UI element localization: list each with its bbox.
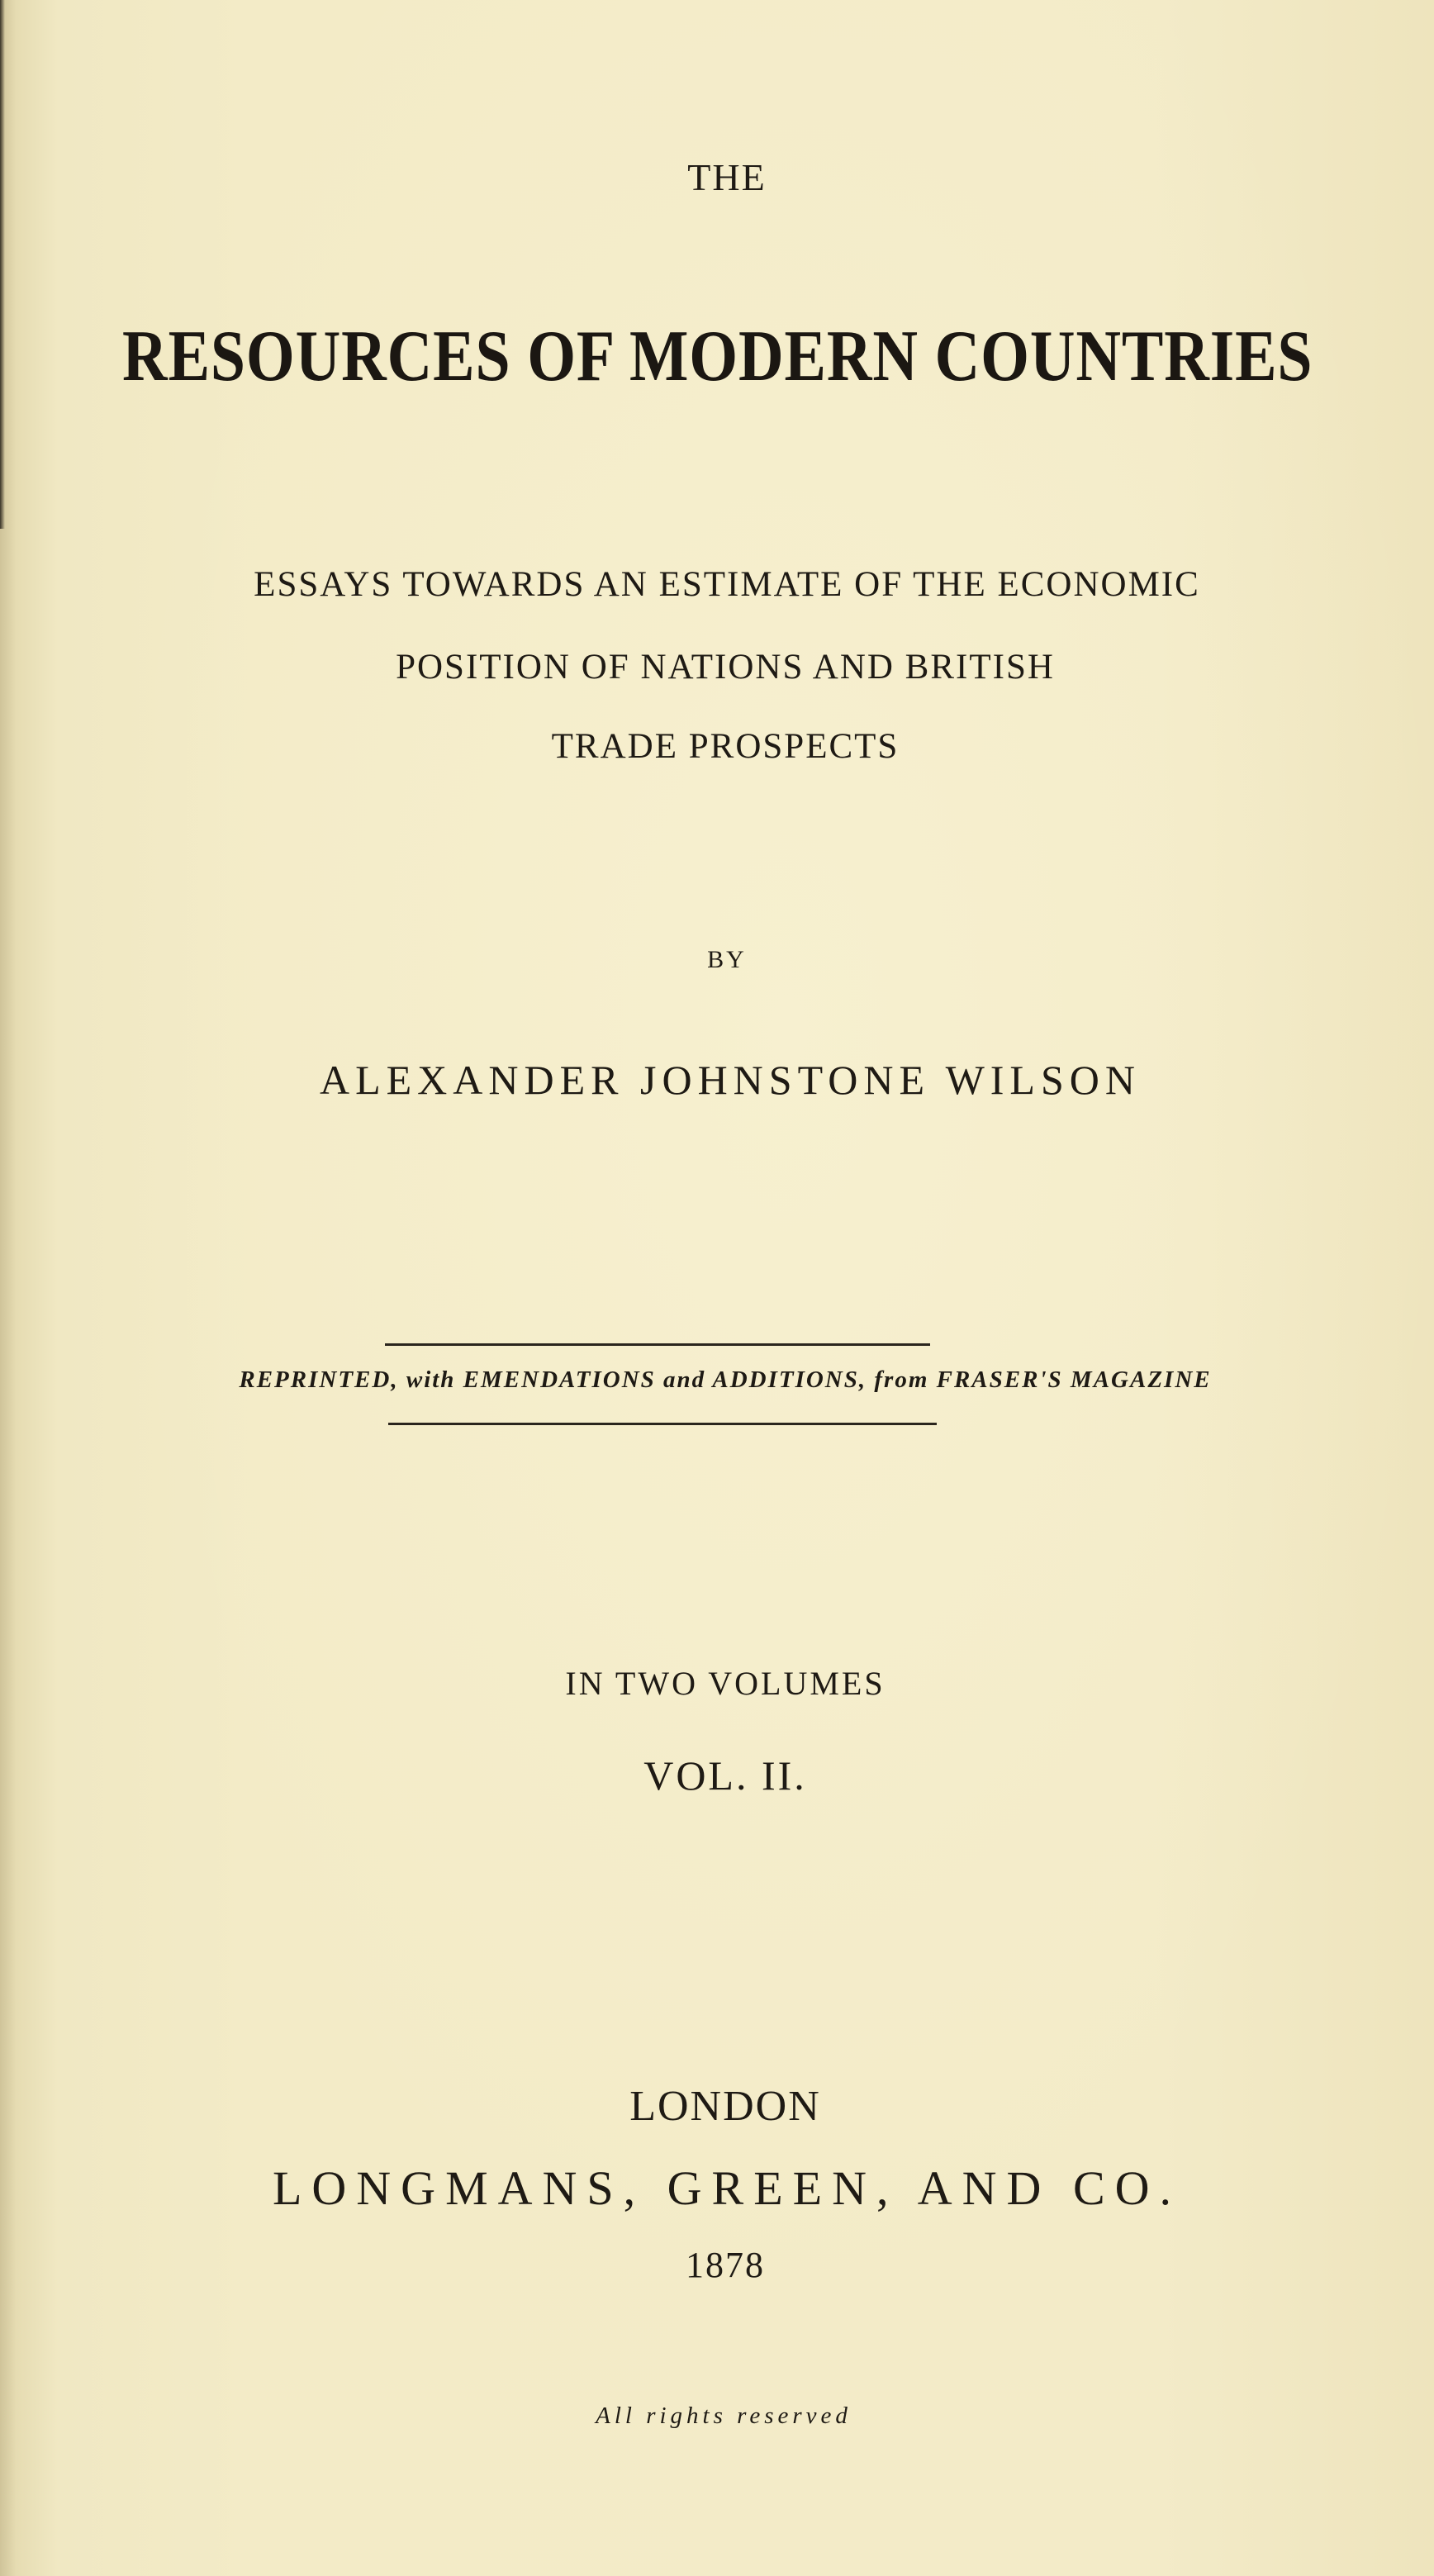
page-edge-shadow <box>0 0 5 529</box>
rights-notice: All rights reserved <box>596 2403 852 2429</box>
title-article: THE <box>687 156 767 198</box>
by-label: BY <box>707 946 747 973</box>
subtitle-line-2: POSITION OF NATIONS AND BRITISH <box>396 648 1055 687</box>
publication-year: 1878 <box>686 2245 765 2285</box>
divider-top <box>385 1343 930 1346</box>
divider-bottom <box>388 1423 937 1425</box>
book-title: RESOURCES OF MODERN COUNTRIES <box>122 316 1313 397</box>
publisher-name: LONGMANS, GREEN, AND CO. <box>272 2161 1182 2215</box>
author-name: ALEXANDER JOHNSTONE WILSON <box>319 1057 1141 1103</box>
publication-place: LONDON <box>629 2083 821 2130</box>
subtitle-line-3: TRADE PROSPECTS <box>551 727 900 766</box>
subtitle-line-1: ESSAYS TOWARDS AN ESTIMATE OF THE ECONOMIC <box>254 565 1200 604</box>
volume-number: VOL. II. <box>643 1752 807 1799</box>
volume-count: IN TWO VOLUMES <box>565 1665 886 1702</box>
reprint-note: REPRINTED, with EMENDATIONS and ADDITIONS, from FRASER'S MAGAZINE <box>239 1366 1212 1393</box>
